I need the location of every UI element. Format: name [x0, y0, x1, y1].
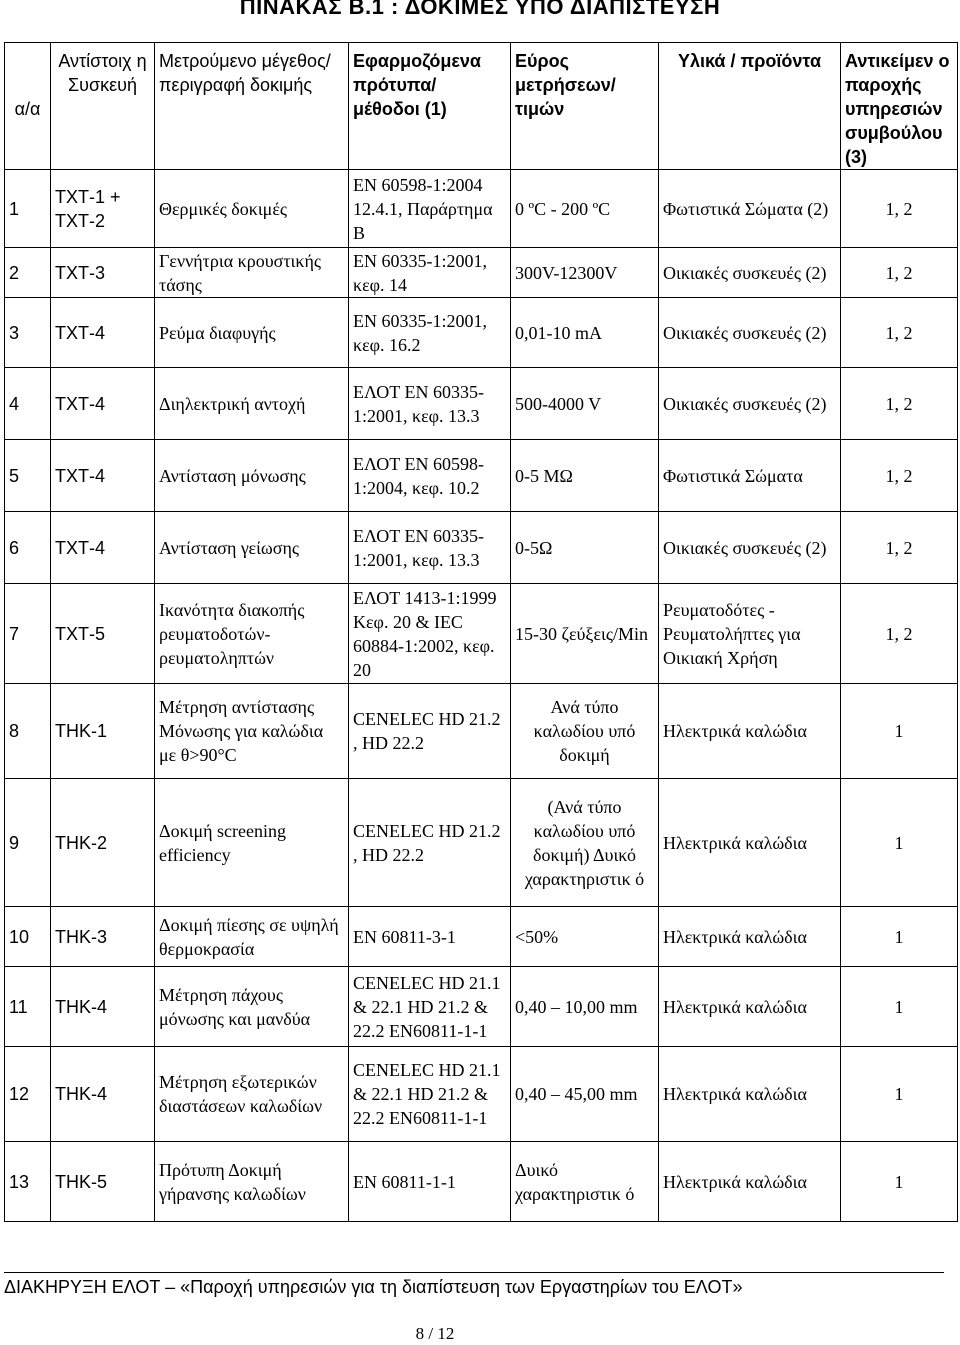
row-range: 0 ºC - 200 ºC [511, 170, 659, 248]
row-materials: Ηλεκτρικά καλώδια [659, 684, 841, 779]
row-materials: Φωτιστικά Σώματα [659, 440, 841, 512]
row-materials: Ηλεκτρικά καλώδια [659, 967, 841, 1047]
footer-divider [4, 1272, 944, 1273]
row-subject: 1, 2 [841, 248, 958, 298]
row-device: ΤΧΤ-4 [51, 368, 155, 440]
row-subject: 1, 2 [841, 368, 958, 440]
header-materials: Υλικά / προϊόντα [659, 43, 841, 170]
table-row [5, 684, 958, 779]
row-materials: Οικιακές συσκευές (2) [659, 298, 841, 368]
row-subject: 1 [841, 779, 958, 907]
row-subject: 1 [841, 1047, 958, 1142]
table-row [5, 298, 958, 368]
accreditation-table [4, 42, 958, 1222]
row-materials: Ηλεκτρικά καλώδια [659, 779, 841, 907]
row-quantity: Δοκιμή screening efficiency [155, 779, 349, 907]
row-range: 0,40 – 10,00 mm [511, 967, 659, 1047]
row-device: ΤΧΤ-1 + ΤΧΤ-2 [51, 170, 155, 248]
table-row [5, 907, 958, 967]
row-number: 9 [5, 779, 51, 907]
row-device: ΤΧΤ-4 [51, 440, 155, 512]
row-quantity: Ρεύμα διαφυγής [155, 298, 349, 368]
row-standard: ΕΛΟΤ 1413-1:1999 Κεφ. 20 & IEC 60884-1:2002, κεφ. 20 [349, 584, 511, 684]
row-range: 500-4000 V [511, 368, 659, 440]
row-subject: 1, 2 [841, 512, 958, 584]
table-row [5, 248, 958, 298]
row-standard: EN 60335-1:2001, κεφ. 14 [349, 248, 511, 298]
header-subject: Αντικείμεν ο παροχής υπηρεσιών συμβούλου (3) [841, 43, 958, 170]
table-row [5, 779, 958, 907]
row-materials: Οικιακές συσκευές (2) [659, 512, 841, 584]
row-materials: Ηλεκτρικά καλώδια [659, 907, 841, 967]
row-materials: Οικιακές συσκευές (2) [659, 368, 841, 440]
table-row [5, 584, 958, 684]
row-quantity: Διηλεκτρική αντοχή [155, 368, 349, 440]
row-standard: ΕΛΟΤ EN 60598-1:2004, κεφ. 10.2 [349, 440, 511, 512]
page-title: ΠΙΝΑΚΑΣ Β.1 : ΔΟΚΙΜΕΣ ΥΠΟ ΔΙΑΠΙΣΤΕΥΣΗ [239, 0, 721, 19]
row-number: 10 [5, 907, 51, 967]
row-materials: Ηλεκτρικά καλώδια [659, 1047, 841, 1142]
row-subject: 1 [841, 967, 958, 1047]
row-range: 15-30 ζεύξεις/Min [511, 584, 659, 684]
row-quantity: Θερμικές δοκιμές [155, 170, 349, 248]
table-row [5, 440, 958, 512]
row-range: <50% [511, 907, 659, 967]
row-number: 13 [5, 1142, 51, 1222]
row-quantity: Αντίσταση μόνωσης [155, 440, 349, 512]
row-subject: 1 [841, 1142, 958, 1222]
row-range: 0-5Ω [511, 512, 659, 584]
row-device: ΤΧΤ-4 [51, 298, 155, 368]
row-number: 5 [5, 440, 51, 512]
row-range: 0,40 – 45,00 mm [511, 1047, 659, 1142]
row-range: 300V-12300V [511, 248, 659, 298]
table-row [5, 368, 958, 440]
row-standard: ΕΛΟΤ EN 60335-1:2001, κεφ. 13.3 [349, 368, 511, 440]
row-number: 7 [5, 584, 51, 684]
table-row [5, 512, 958, 584]
footer-text: ΔΙΑΚΗΡΥΞΗ ΕΛΟΤ – «Παροχή υπηρεσιών για τη διαπίστευση των Εργαστηρίων του ΕΛΟΤ» [4, 1277, 743, 1297]
row-device: ΤΗΚ-2 [51, 779, 155, 907]
row-standard: CENELEC HD 21.1 & 22.1 HD 21.2 & 22.2 EN60811-1-1 [349, 967, 511, 1047]
row-number: 2 [5, 248, 51, 298]
row-standard: EN 60811-3-1 [349, 907, 511, 967]
row-standard: CENELEC HD 21.2 , HD 22.2 [349, 684, 511, 779]
row-range: 0,01-10 mA [511, 298, 659, 368]
row-device: ΤΗΚ-3 [51, 907, 155, 967]
row-number: 3 [5, 298, 51, 368]
row-materials: Φωτιστικά Σώματα (2) [659, 170, 841, 248]
table-row [5, 1047, 958, 1142]
row-device: ΤΧΤ-3 [51, 248, 155, 298]
row-quantity: Αντίσταση γείωσης [155, 512, 349, 584]
row-subject: 1, 2 [841, 170, 958, 248]
row-quantity: Γεννήτρια κρουστικής τάσης [155, 248, 349, 298]
row-subject: 1, 2 [841, 298, 958, 368]
row-device: ΤΧΤ-5 [51, 584, 155, 684]
row-number: 12 [5, 1047, 51, 1142]
header-device: Αντίστοιχ η Συσκευή [51, 43, 155, 170]
row-number: 11 [5, 967, 51, 1047]
table-header-row [5, 43, 958, 170]
row-subject: 1, 2 [841, 440, 958, 512]
table-row [5, 967, 958, 1047]
row-standard: EN 60811-1-1 [349, 1142, 511, 1222]
row-quantity: Δοκιμή πίεσης σε υψηλή θερμοκρασία [155, 907, 349, 967]
row-standard: EN 60598-1:2004 12.4.1, Παράρτημα Β [349, 170, 511, 248]
row-materials: Ρευματοδότες - Ρευματολήπτες για Οικιακή Χρήση [659, 584, 841, 684]
row-device: ΤΗΚ-4 [51, 967, 155, 1047]
row-materials: Οικιακές συσκευές (2) [659, 248, 841, 298]
row-quantity: Πρότυπη Δοκιμή γήρανσης καλωδίων [155, 1142, 349, 1222]
row-standard: CENELEC HD 21.2 , HD 22.2 [349, 779, 511, 907]
row-number: 8 [5, 684, 51, 779]
row-subject: 1, 2 [841, 584, 958, 684]
row-range: Ανά τύπο καλωδίου υπό δοκιμή [511, 684, 659, 779]
row-quantity: Μέτρηση εξωτερικών διαστάσεων καλωδίων [155, 1047, 349, 1142]
row-materials: Ηλεκτρικά καλώδια [659, 1142, 841, 1222]
row-device: ΤΗΚ-5 [51, 1142, 155, 1222]
table-row [5, 1142, 958, 1222]
table-row [5, 170, 958, 248]
row-number: 6 [5, 512, 51, 584]
table-body [5, 170, 958, 1222]
row-device: ΤΗΚ-4 [51, 1047, 155, 1142]
row-subject: 1 [841, 684, 958, 779]
header-range: Εύρος μετρήσεων/ τιμών [511, 43, 659, 170]
row-range: Δυικό χαρακτηριστικ ό [511, 1142, 659, 1222]
header-standard: Εφαρμοζόμενα πρότυπα/ μέθοδοι (1) [349, 43, 511, 170]
header-aa: α/α [5, 43, 51, 170]
page-number: 8 / 12 [415, 1324, 455, 1343]
row-number: 4 [5, 368, 51, 440]
row-quantity: Μέτρηση πάχους μόνωσης και μανδύα [155, 967, 349, 1047]
row-device: ΤΗΚ-1 [51, 684, 155, 779]
row-range: 0-5 ΜΩ [511, 440, 659, 512]
row-standard: CENELEC HD 21.1 & 22.1 HD 21.2 & 22.2 EN60811-1-1 [349, 1047, 511, 1142]
row-device: ΤΧΤ-4 [51, 512, 155, 584]
row-range: (Ανά τύπο καλωδίου υπό δοκιμή) Δυικό χαρακτηριστικ ό [511, 779, 659, 907]
header-quantity: Μετρούμενο μέγεθος/ περιγραφή δοκιμής [155, 43, 349, 170]
row-number: 1 [5, 170, 51, 248]
row-quantity: Μέτρηση αντίστασης Μόνωσης για καλώδια με θ>90°C [155, 684, 349, 779]
row-subject: 1 [841, 907, 958, 967]
row-standard: EN 60335-1:2001, κεφ. 16.2 [349, 298, 511, 368]
row-quantity: Ικανότητα διακοπής ρευματοδοτών-ρευματοληπτών [155, 584, 349, 684]
row-standard: ΕΛΟΤ EN 60335-1:2001, κεφ. 13.3 [349, 512, 511, 584]
